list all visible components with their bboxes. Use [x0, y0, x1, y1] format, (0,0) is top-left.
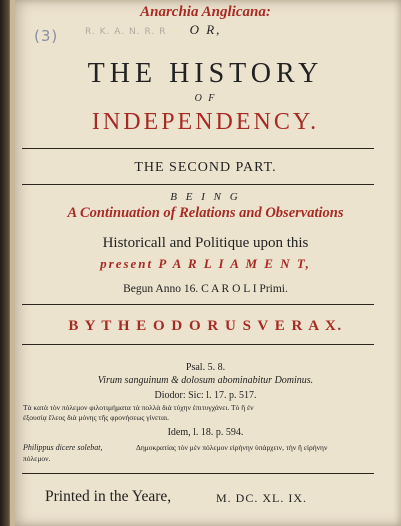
author-line: B Y T H E O D O R U S V E R A X. [68, 318, 343, 334]
pencil-annotation: (3) [34, 27, 59, 45]
rule-1 [22, 148, 374, 149]
title-line-3: THE HISTORY [87, 58, 324, 89]
title-line-2: O R, [189, 22, 222, 37]
idem-reference: Idem, l. 18. p. 594. [167, 427, 244, 438]
title-line-4: O F [194, 93, 217, 104]
subtitle-line-4: present P A R L I A M E N T, [100, 256, 311, 271]
imprint-text: Printed in the Yeare, [45, 488, 172, 505]
psalm-quote: Virum sanguinum & dolosum abominabitur Dominus. [97, 375, 314, 386]
faint-pencil-annotation: R. K. A. N. R. R [85, 27, 167, 37]
philippus-greek-line-1: Δημοκρατίας τὸν μὲν πόλεμον εἰρήνην ὑπάρχειν, τὴν ἢ εἰρήνην [136, 443, 328, 452]
rule-5 [22, 473, 374, 474]
diodorus-reference: Diodor: Sic: l. 17. p. 517. [154, 390, 257, 401]
subtitle-line-5: Begun Anno 16. C A R O L I Primi. [123, 283, 288, 295]
rule-2 [22, 184, 374, 185]
title-line-1: Anarchia Anglicana: [140, 4, 271, 20]
rule-4 [22, 344, 374, 345]
title-line-5: INDEPENDENCY. [91, 109, 320, 135]
imprint-year: M. DC. XL. IX. [216, 491, 307, 505]
subtitle-line-3: Historicall and Politique upon this [102, 235, 309, 251]
rule-3 [22, 304, 374, 305]
part-heading: THE SECOND PART. [134, 160, 277, 175]
subtitle-line-1: B E I N G [170, 191, 241, 203]
diodorus-greek-line-2: ἐξουσίᾳ ἔλεος διὰ μόνης τῆς φρονήσεως γίνεται. [23, 413, 169, 422]
subtitle-line-2: A Continuation of Relations and Observations [67, 205, 344, 221]
psalm-reference: Psal. 5. 8. [185, 362, 226, 373]
philippus-latin: Philippus dicere solebat, [23, 443, 103, 452]
philippus-greek-line-2: πόλεμον. [23, 454, 51, 463]
diodorus-greek-line-1: Τὰ κατὰ τὸν πόλεμον φιλοτιμήματα τὰ πολλὰ διὰ τύχην ἐπιτυγχάνει. Τὸ ἢ ἐν [23, 403, 254, 412]
